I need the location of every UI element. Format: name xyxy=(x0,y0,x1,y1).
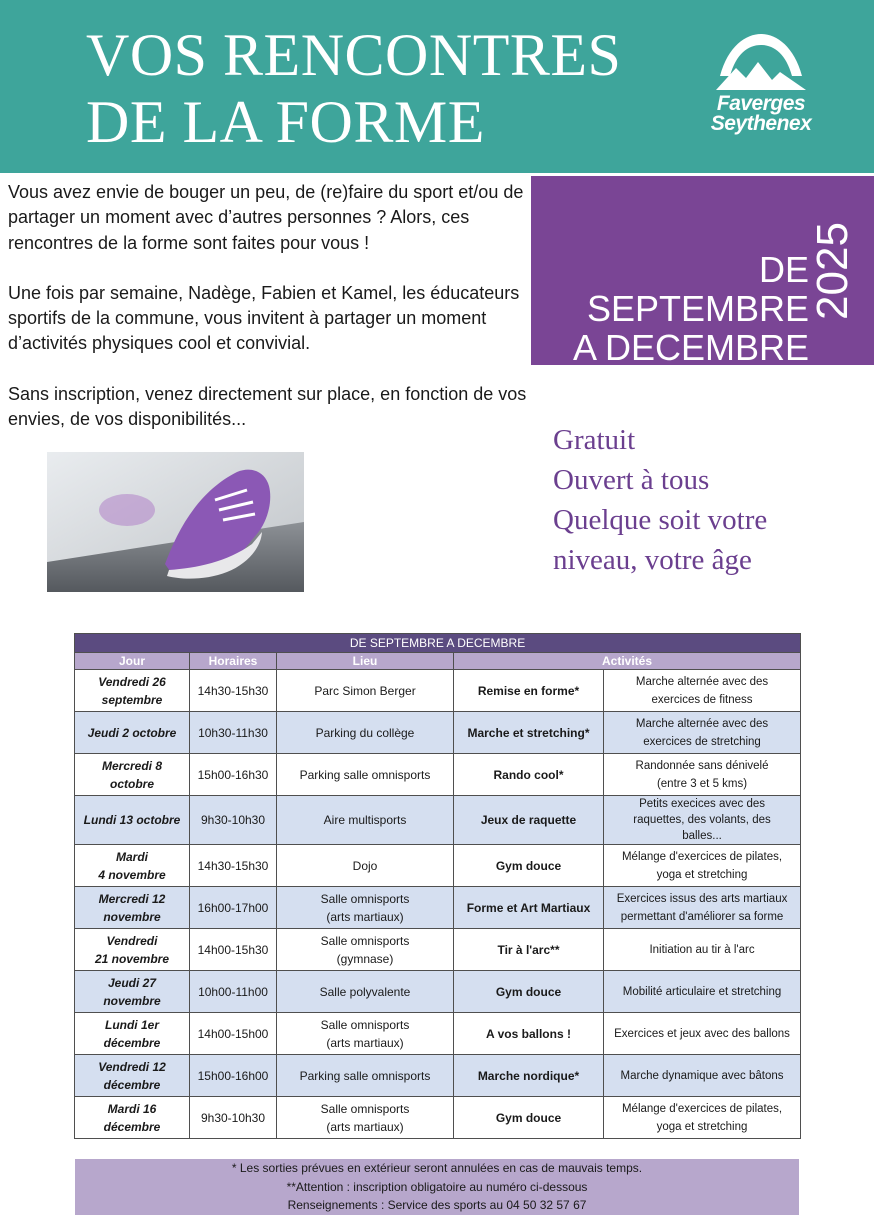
cell-description xyxy=(604,754,801,796)
cell-lieu xyxy=(277,796,454,845)
intro-paragraph-3: Sans inscription, venez directement sur place, en fonction de vos envies, de vos disponibilités... xyxy=(8,383,527,430)
header-banner xyxy=(0,0,874,173)
cell-activite: Rando cool* xyxy=(454,754,604,796)
mountain-logo-icon xyxy=(714,32,808,92)
cell-lieu xyxy=(277,1055,454,1097)
desc-line-1: Randonnée sans dénivelé xyxy=(635,759,769,772)
highlight-free: Gratuit xyxy=(553,424,636,456)
table-row xyxy=(75,845,801,887)
jour-line-2: décembre xyxy=(103,1077,161,1092)
desc-line-1: Exercices issus des arts martiaux xyxy=(616,892,788,905)
cell-lieu xyxy=(277,670,454,712)
page-title xyxy=(86,22,621,156)
cell-lieu xyxy=(277,1013,454,1055)
lieu-line-1: Salle omnisports xyxy=(320,891,410,906)
cell-lieu xyxy=(277,971,454,1013)
table-row xyxy=(75,670,801,712)
desc-line-2: (entre 3 et 5 kms) xyxy=(656,777,748,790)
cell-jour xyxy=(75,1097,190,1139)
intro-text xyxy=(8,180,528,457)
cell-horaire: 14h00-15h00 xyxy=(190,1013,277,1055)
desc-line-1: Exercices et jeux avec des ballons xyxy=(614,1027,790,1040)
cell-horaire: 9h30-10h30 xyxy=(190,1097,277,1139)
cell-description xyxy=(604,929,801,971)
desc-line-1: Mélange d'exercices de pilates, xyxy=(621,1102,783,1115)
schedule-caption-row xyxy=(75,634,801,653)
cell-jour xyxy=(75,929,190,971)
desc-line-2: yoga et stretching xyxy=(656,868,748,881)
logo-town-line-1: Faverges xyxy=(716,92,806,115)
lieu-line-1: Salle polyvalente xyxy=(319,984,411,999)
cell-horaire: 14h30-15h30 xyxy=(190,670,277,712)
header-horaires: Horaires xyxy=(190,653,277,670)
intro-paragraph-2: Une fois par semaine, Nadège, Fabien et Kamel, les éducateurs sportifs de la commune, vous invitent à partager un moment d’activités physiques cool et convivial. xyxy=(8,282,520,354)
cell-activite: Jeux de raquette xyxy=(454,796,604,845)
table-row xyxy=(75,1055,801,1097)
jour-line-2: septembre xyxy=(101,692,163,707)
lieu-line-1: Parc Simon Berger xyxy=(314,683,416,698)
cell-activite: Tir à l'arc** xyxy=(454,929,604,971)
cell-description xyxy=(604,796,801,845)
desc-line-1: Petits execices avec des xyxy=(639,798,765,810)
cell-activite: Remise en forme* xyxy=(454,670,604,712)
jour-line-1: Mercredi 8 xyxy=(101,758,163,773)
cell-jour xyxy=(75,971,190,1013)
cell-horaire: 15h00-16h30 xyxy=(190,754,277,796)
table-row xyxy=(75,796,801,845)
town-logo xyxy=(696,32,826,144)
desc-line-2: exercices de stretching xyxy=(643,735,761,748)
cell-jour xyxy=(75,754,190,796)
desc-line-2: permettant d'améliorer sa forme xyxy=(620,910,784,923)
lieu-line-1: Aire multisports xyxy=(323,813,407,827)
period-line-2: A DECEMBRE xyxy=(572,327,809,368)
running-shoe-image xyxy=(47,452,304,592)
jour-line-1: Lundi 1er xyxy=(104,1017,159,1032)
footer-note-weather: * Les sorties prévues en extérieur seront annulées en cas de mauvais temps. xyxy=(231,1161,643,1175)
table-row xyxy=(75,887,801,929)
desc-line-3: balles... xyxy=(682,830,722,842)
cell-jour xyxy=(75,1055,190,1097)
cell-lieu xyxy=(277,887,454,929)
desc-line-1: Mobilité articulaire et stretching xyxy=(622,985,782,998)
jour-line-2: octobre xyxy=(109,776,154,791)
table-row xyxy=(75,1013,801,1055)
table-row xyxy=(75,754,801,796)
cell-description xyxy=(604,1097,801,1139)
lieu-line-2: (gymnase) xyxy=(336,951,394,966)
cell-horaire: 10h00-11h00 xyxy=(190,971,277,1013)
lieu-line-1: Salle omnisports xyxy=(320,933,410,948)
cell-horaire: 14h30-15h30 xyxy=(190,845,277,887)
cell-lieu xyxy=(277,845,454,887)
cell-horaire: 16h00-17h00 xyxy=(190,887,277,929)
jour-line-1: Jeudi 2 octobre xyxy=(87,725,177,740)
footer-note-registration: **Attention : inscription obligatoire au numéro ci-dessous xyxy=(286,1179,588,1194)
table-row xyxy=(75,712,801,754)
jour-line-2: 21 novembre xyxy=(94,951,170,966)
cell-description xyxy=(604,1055,801,1097)
desc-line-1: Marche alternée avec des xyxy=(635,717,769,730)
header-lieu: Lieu xyxy=(277,653,454,670)
schedule-table xyxy=(74,633,801,1139)
cell-jour xyxy=(75,1013,190,1055)
jour-line-2: novembre xyxy=(103,993,161,1008)
footer-contact: Renseignements : Service des sports au 04 50 32 57 67 xyxy=(287,1198,587,1212)
jour-line-1: Mardi 16 xyxy=(107,1101,157,1116)
jour-line-2: décembre xyxy=(103,1119,161,1134)
period-line-1: DE SEPTEMBRE xyxy=(586,249,809,329)
cell-activite: Gym douce xyxy=(454,845,604,887)
lieu-line-1: Parking salle omnisports xyxy=(299,767,431,782)
jour-line-1: Mercredi 12 xyxy=(98,891,166,906)
cell-lieu xyxy=(277,1097,454,1139)
cell-description xyxy=(604,670,801,712)
cell-activite: Forme et Art Martiaux xyxy=(454,887,604,929)
desc-line-1: Initiation au tir à l'arc xyxy=(649,943,755,956)
cell-activite: Gym douce xyxy=(454,1097,604,1139)
lieu-line-2: (arts martiaux) xyxy=(326,1035,404,1050)
header-jour: Jour xyxy=(75,653,190,670)
desc-line-2: raquettes, des volants, des xyxy=(633,814,771,826)
cell-activite: Marche nordique* xyxy=(454,1055,604,1097)
cell-horaire: 14h00-15h30 xyxy=(190,929,277,971)
cell-jour xyxy=(75,712,190,754)
table-row xyxy=(75,929,801,971)
cell-lieu xyxy=(277,712,454,754)
cell-jour xyxy=(75,887,190,929)
highlights xyxy=(553,420,767,580)
table-row xyxy=(75,971,801,1013)
lieu-line-2: (arts martiaux) xyxy=(326,1119,404,1134)
period-dates xyxy=(531,250,809,367)
jour-line-1: Mardi xyxy=(115,849,148,864)
jour-line-2: décembre xyxy=(103,1035,161,1050)
period-year: 2025 xyxy=(808,222,857,320)
lieu-line-1: Parking salle omnisports xyxy=(299,1068,431,1083)
cell-horaire: 15h00-16h00 xyxy=(190,1055,277,1097)
intro-paragraph-1: Vous avez envie de bouger un peu, de (re)faire du sport et/ou de partager un moment avec d’autres personnes ? Alors, ces rencontres de la forme sont faites pour vous ! xyxy=(8,182,524,253)
cell-jour xyxy=(75,845,190,887)
lieu-line-2: (arts martiaux) xyxy=(326,909,404,924)
logo-town-line-2: Seythenex xyxy=(710,112,812,135)
lieu-line-1: Salle omnisports xyxy=(320,1017,410,1032)
cell-lieu xyxy=(277,929,454,971)
title-line-2: DE LA FORME xyxy=(86,89,485,155)
cell-description xyxy=(604,1013,801,1055)
jour-line-1: Jeudi 27 xyxy=(107,975,157,990)
highlight-level-1: Quelque soit votre xyxy=(553,504,768,536)
cell-horaire: 10h30-11h30 xyxy=(190,712,277,754)
cell-activite: Marche et stretching* xyxy=(454,712,604,754)
jour-line-2: 4 novembre xyxy=(98,867,166,882)
cell-description xyxy=(604,845,801,887)
footer-notes xyxy=(75,1159,799,1215)
cell-jour xyxy=(75,796,190,845)
jour-line-1: Lundi 13 octobre xyxy=(83,813,181,827)
jour-line-2: novembre xyxy=(103,909,161,924)
lieu-line-1: Dojo xyxy=(352,858,378,873)
desc-line-1: Marche alternée avec des xyxy=(635,675,769,688)
cell-lieu xyxy=(277,754,454,796)
cell-description xyxy=(604,971,801,1013)
desc-line-1: Mélange d'exercices de pilates, xyxy=(621,850,783,863)
jour-line-1: Vendredi 12 xyxy=(98,1059,166,1074)
lieu-line-1: Parking du collège xyxy=(315,725,415,740)
jour-line-1: Vendredi 26 xyxy=(98,674,166,689)
cell-description xyxy=(604,887,801,929)
schedule-caption: DE SEPTEMBRE A DECEMBRE xyxy=(75,634,801,653)
table-row xyxy=(75,1097,801,1139)
cell-activite: A vos ballons ! xyxy=(454,1013,604,1055)
cell-activite: Gym douce xyxy=(454,971,604,1013)
schedule-header-row xyxy=(75,653,801,670)
cell-horaire: 9h30-10h30 xyxy=(190,796,277,845)
cell-jour xyxy=(75,670,190,712)
cell-description xyxy=(604,712,801,754)
period-box xyxy=(531,176,874,368)
jour-line-1: Vendredi xyxy=(106,933,158,948)
highlight-open: Ouvert à tous xyxy=(553,464,710,496)
highlight-level-2: niveau, votre âge xyxy=(553,544,752,576)
title-line-1: VOS RENCONTRES xyxy=(86,22,622,88)
desc-line-2: exercices de fitness xyxy=(651,693,753,706)
desc-line-1: Marche dynamique avec bâtons xyxy=(620,1069,784,1082)
lieu-line-1: Salle omnisports xyxy=(320,1101,410,1116)
desc-line-2: yoga et stretching xyxy=(656,1120,748,1133)
header-activites: Activités xyxy=(454,653,801,670)
